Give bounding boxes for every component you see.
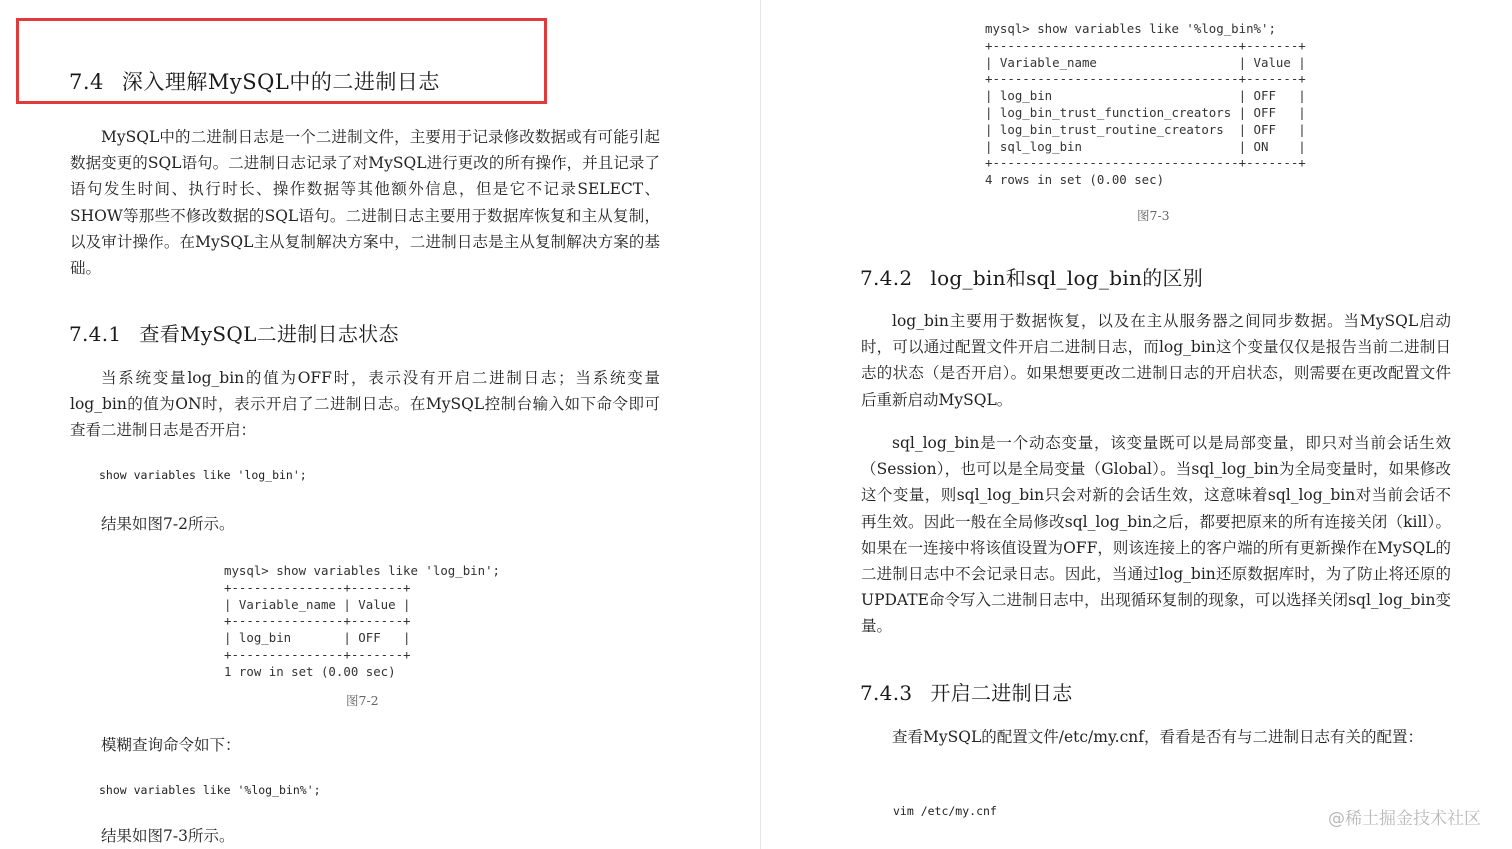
console-7-3-line: | sql_log_bin | ON |: [985, 138, 1306, 154]
subsection-number: 7.4.2: [860, 266, 913, 290]
subsection-title-text: log_bin和sql_log_bin的区别: [930, 266, 1204, 290]
subsection-title-7-4-3: [860, 677, 1073, 706]
code-snippet-log-bin-like: show variables like '%log_bin%';: [99, 783, 321, 797]
subsection-title-7-4-2: [860, 262, 1203, 291]
console-7-2-line: | Variable_name | Value |: [224, 596, 411, 612]
console-7-3-line: | log_bin_trust_function_creators | OFF |: [985, 104, 1306, 120]
console-7-3-line: +---------------------------------+-------+: [985, 71, 1306, 87]
console-7-2-line: | log_bin | OFF |: [224, 630, 411, 646]
log-bin-paragraph: log_bin主要用于数据恢复，以及在主从服务器之间同步数据。当MySQL启动时，可以通过配置文件开启二进制日志，而log_bin这个变量仅仅是报告当前二进制日志的状态（是否开启）。如果想要更改二进制日志的开启状态，则需要在更改配置文件后重新启动MySQL。: [861, 312, 1451, 409]
figure-caption-7-2: 图7-2: [346, 693, 379, 708]
intro-paragraph: MySQL中的二进制日志是一个二进制文件，主要用于记录修改数据或有可能引起数据变更的SQL语句。二进制日志记录了对MySQL进行更改的所有操作，并且记录了语句发生时间、执行时长、操作数据等其他额外信息，但是它不记录SELECT、SHOW等那些不修改数据的SQL语句。二进制日志主要用于数据库恢复和主从复制，以及审计操作。在MySQL主从复制解决方案中，二进制日志是主从复制解决方案的基础。: [70, 128, 660, 278]
code-snippet-vim: vim /etc/my.cnf: [893, 804, 997, 818]
code-snippet-log-bin: show variables like 'log_bin';: [99, 468, 307, 482]
watermark-text: @稀土掘金技术社区: [1328, 809, 1481, 829]
console-7-3-line: | log_bin | OFF |: [985, 88, 1306, 104]
page-divider: [760, 0, 761, 849]
console-7-2-line: 1 row in set (0.00 sec): [224, 663, 396, 679]
section-title-text: 深入理解MySQL中的二进制日志: [121, 70, 440, 94]
console-7-2-line: +---------------+-------+: [224, 579, 411, 595]
section-number: 7.4: [69, 70, 104, 94]
subsection-number: 7.4.1: [69, 322, 122, 346]
console-7-3-line: | Variable_name | Value |: [985, 54, 1306, 70]
console-7-2-line: mysql> show variables like 'log_bin';: [224, 563, 501, 578]
right-page: [762, 0, 1512, 849]
result-text-fig-7-3: 结果如图7-3所示。: [101, 827, 235, 845]
result-text-fig-7-2: 结果如图7-2所示。: [101, 515, 235, 533]
console-7-2-line: +---------------+-------+: [224, 613, 411, 629]
sql-log-bin-paragraph: sql_log_bin是一个动态变量，该变量既可以是局部变量，即只对当前会话生效（Session），也可以是全局变量（Global）。当sql_log_bin为全局变量时，如果修改这个变量，则sql_log_bin只会对新的会话生效，这意味着sql_log_bin对当前会话不再生效。因此一般在全局修改sql_log_bin之后，都要把原来的所有连接关闭（kill）。如果在一连接中将该值设置为OFF，则该连接上的客户端的所有更新操作在MySQL的二进制日志中不会记录日志。因此，当通过log_bin还原数据库时，为了防止将还原的UPDATE命令写入二进制日志中，出现循环复制的现象，可以选择关闭sql_log_bin变量。: [861, 434, 1451, 636]
config-paragraph: 查看MySQL的配置文件/etc/my.cnf，看看是否有与二进制日志有关的配置：: [892, 728, 1423, 746]
console-7-3-line: +---------------------------------+-------+: [985, 155, 1306, 171]
subsection-title-text: 查看MySQL二进制日志状态: [139, 322, 399, 346]
status-paragraph: 当系统变量log_bin的值为OFF时，表示没有开启二进制日志；当系统变量log_bin的值为ON时，表示开启了二进制日志。在MySQL控制台输入如下命令即可查看二进制日志是否开启：: [70, 369, 660, 440]
fuzzy-query-text: 模糊查询命令如下：: [101, 736, 241, 754]
console-7-3-line: | log_bin_trust_routine_creators | OFF |: [985, 121, 1306, 137]
console-figure-7-2: [224, 563, 500, 681]
console-7-3-line: 4 rows in set (0.00 sec): [985, 172, 1165, 188]
console-7-3-line: +---------------------------------+-------+: [985, 37, 1306, 53]
section-title: [69, 66, 440, 96]
subsection-number: 7.4.3: [860, 681, 913, 705]
console-7-2-line: +---------------+-------+: [224, 646, 411, 662]
console-7-3-line: mysql> show variables like '%log_bin%';: [985, 21, 1276, 36]
subsection-title-text: 开启二进制日志: [930, 681, 1073, 705]
figure-caption-7-3: 图7-3: [1137, 208, 1170, 223]
subsection-title-7-4-1: [69, 318, 399, 347]
console-figure-7-3: [985, 21, 1306, 189]
